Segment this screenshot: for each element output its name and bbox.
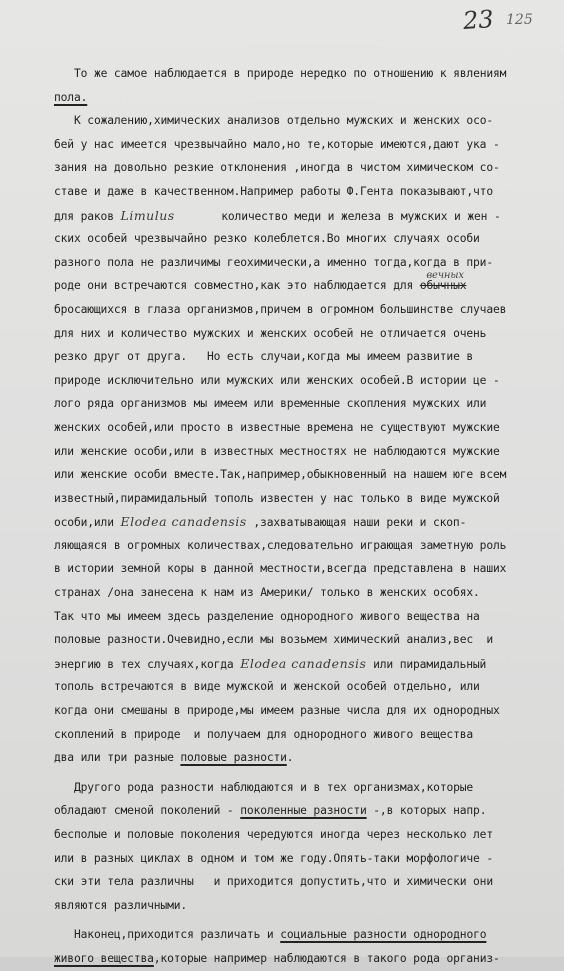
text-line: тополь встречаются в виде мужской и женской особей отдельно, или — [54, 680, 480, 694]
text-segment: два или три разные — [54, 751, 181, 765]
struck-word: обычных — [419, 279, 467, 293]
text-segment: -,в которых напр. — [366, 804, 487, 818]
text-line: или женские особи,или в известных местностях не наблюдаются мужские — [54, 444, 500, 458]
text-line — [54, 652, 554, 676]
text-line: лого ряда организмов мы имеем или временные скопления мужских или — [54, 397, 487, 411]
text-line: То же самое наблюдается в природе нередко по отношению к явлениям — [74, 67, 507, 80]
underlined-phrase: пола. — [54, 90, 88, 104]
text-segment: Наконец,приходится различать и — [74, 928, 281, 942]
underlined-phrase: поколенные разности — [240, 804, 367, 818]
text-line: скоплений в природе и получаем для однородного живого вещества — [54, 727, 474, 741]
text-segment: или пирамидальный — [366, 657, 487, 671]
text-line: бей у нас имеется чрезвычайно мало,но те,которые имеются,дают ука - — [54, 137, 500, 151]
underlined-phrase: половые разности — [180, 751, 287, 765]
handwritten-correction: вечных — [426, 270, 464, 282]
text-line — [54, 510, 554, 534]
text-line: резко друг от друга. Но есть случаи,когда мы имеем развитие в — [54, 350, 474, 364]
text-line: для них и количество мужских и женских особей не отличается очень — [54, 326, 487, 340]
underlined-phrase: социальные разности однородного — [280, 928, 487, 942]
text-line — [54, 923, 554, 947]
text-segment: . — [286, 751, 294, 765]
text-segment: ,захватывающая наши реки и скоп- — [246, 516, 467, 530]
page-number: 23 — [462, 4, 495, 36]
text-line — [54, 204, 554, 228]
text-line: женских особей,или просто в известные времена не существуют мужские — [54, 420, 500, 434]
text-line: природе исключительно или мужских или женских особей.В истории це - — [54, 373, 500, 387]
text-line: Другого рода разности наблюдаются и в тех организмах,которые — [74, 780, 474, 794]
text-segment: ,которые например наблюдаются в такого рода организ- — [153, 951, 500, 965]
text-segment: особи,или — [54, 516, 121, 530]
text-segment: обладают сменой поколений - — [54, 804, 241, 818]
text-segment: количество меди и железа в мужских и жен - — [174, 209, 501, 223]
text-line — [54, 799, 554, 823]
text-line: половые разности.Очевидно,если мы возьмем химический анализ,вес и — [54, 633, 493, 647]
text-line: разного пола не различимы геохимически,а именно тогда,когда в при- — [54, 255, 493, 269]
text-line: К сожалению,химических анализов отдельно мужских и женских осо- — [74, 114, 494, 128]
text-line — [54, 86, 554, 110]
text-line: когда они смешаны в природе,мы имеем разные числа для их однородных — [54, 704, 500, 718]
text-line: известный,пирамидальный тополь известен у нас только в виде мужской — [54, 491, 500, 505]
text-segment: для раков — [54, 209, 121, 223]
text-line — [54, 270, 554, 298]
text-line: странах /она занесена к нам из Америки/ только в женских особях. — [54, 586, 480, 600]
text-segment: энергию в тех случаях,когда — [54, 657, 241, 671]
typed-text-body — [54, 62, 554, 971]
text-line: ских особей чрезвычайно резко колеблется.Во многих случаях особи — [54, 232, 480, 246]
text-line: или в разных циклах в одном и том же году.Опять-таки морфологиче - — [54, 851, 493, 865]
text-line: бесполые и половые поколения чередуются иногда через несколько лет — [54, 828, 493, 841]
text-line: Так что мы имеем здесь разделение однородного живого вещества на — [54, 609, 480, 623]
underlined-phrase: живого вещества — [54, 951, 154, 965]
text-line: в истории земной коры в данной местности,всегда представлена в наших — [54, 562, 507, 576]
text-line: ляющаяся в огромных количествах,следовательно играющая заметную роль — [54, 538, 507, 552]
text-line: ставе и даже в качественном.Например работы Ф.Гента показывают,что — [54, 184, 493, 198]
text-line: или женские особи вместе.Так,например,обыкновенный на нашем юге всем — [54, 468, 507, 482]
handwritten-insert: Elodea canadensis — [120, 514, 247, 530]
text-line: являются различными. — [54, 898, 188, 912]
text-line — [54, 746, 554, 770]
text-line: зания на довольно резкие отклонения ,иногда в чистом химическом со- — [54, 161, 500, 175]
handwritten-insert: Limulus — [120, 207, 175, 223]
text-segment: роде они встречаются совместно,как это наблюдается для — [54, 279, 420, 293]
text-line: ски эти тела различны и приходится допустить,что и химически они — [54, 875, 493, 889]
handwritten-insert: Elodea canadensis — [240, 655, 367, 671]
archive-number: 125 — [506, 12, 533, 28]
text-line — [54, 947, 554, 971]
text-line: бросающихся в глаза организмов,причем в огромном большинстве случаев — [54, 302, 507, 316]
